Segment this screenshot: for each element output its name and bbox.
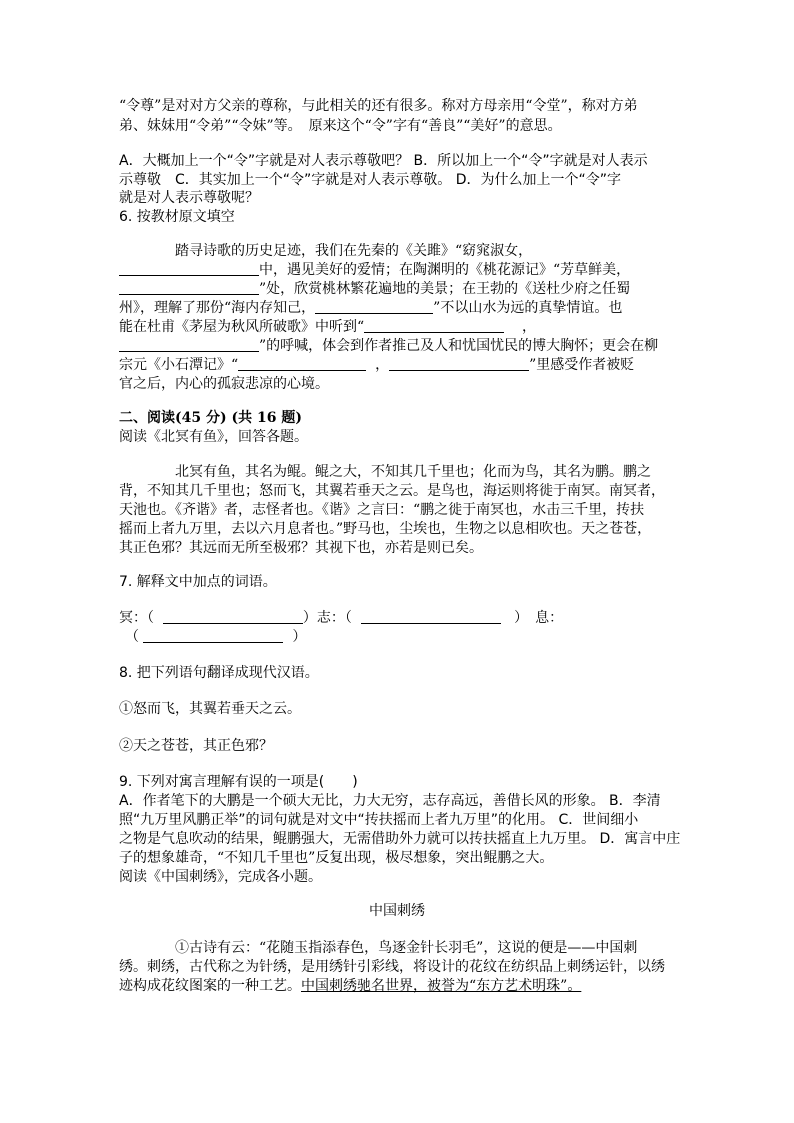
q8-sentence-2: ②天之苍苍，其正色邪？: [119, 738, 273, 754]
q5-passage-line-2: 弟、妹妹用“令弟”“令妹”等。 原来这个“令”字有“善良”“美好”的意思。: [119, 118, 562, 134]
q6-blank-4[interactable]: [364, 318, 504, 333]
article-line-3-text: 迹构成花纹图案的一种工艺。: [119, 978, 301, 994]
q7-paren-open: （: [125, 629, 139, 645]
q6-line-2: [119, 261, 630, 279]
q6-blank-5[interactable]: [119, 337, 259, 352]
q6-line-3-text: ”处，欣赏桃林繁花遍地的美景；在王勃的《送杜少府之任蜀: [259, 281, 631, 297]
q8-title: 8. 把下列语句翻译成现代汉语。: [119, 665, 319, 681]
beiming-line-3: 天池也。《齐谐》者，志怪者也。《谐》之言曰：“鹏之徙于南冥也，水击三千里，抟扶: [119, 502, 645, 518]
q6-line-2-text: 中，遇见美好的爱情；在陶渊明的《桃花源记》“芳草鲜美，: [259, 262, 631, 278]
q6-line-6: [119, 337, 658, 355]
article-line-2: 绣。刺绣，古代称之为针绣，是用绣针引彩线，将设计的花纹在纺织品上刺绣运针，以绣: [119, 959, 665, 975]
q6-line-5-text: 能在杜甫《茅屋为秋风所破歌》中听到“: [119, 319, 365, 335]
q6-line-6-text: ”的呼喊，体会到作者推己及人和忧国忧民的博大胸怀；更会在柳: [259, 338, 659, 354]
next-reading-intro: 阅读《中国刺绣》，完成各小题。: [119, 869, 322, 885]
article-underlined-sentence: 中国刺绣驰名世界，被誉为“东方艺术明珠”。: [301, 978, 582, 994]
q9-title: 9. 下列对寓言理解有误的一项是( ): [119, 774, 358, 790]
q9-option-line-4: 子的想象雄奇，“不知几千里也”反复出现，极尽想象，突出鲲鹏之大。: [119, 850, 554, 866]
q5-options-line-2: 示尊敬 C．其实加上一个“令”字就是对人表示尊敬。 D．为什么加上一个“令”字: [119, 172, 622, 188]
beiming-line-1: 北冥有鱼，其名为鲲。鲲之大，不知其几千里也；化而为鸟，其名为鹏。鹏之: [175, 464, 651, 480]
q5-options-line-1: A．大概加上一个“令”字就是对人表示尊敬吧？ B．所以加上一个“令”字就是对人表示: [119, 153, 648, 169]
q6-blank-1[interactable]: [119, 261, 259, 276]
q9-option-line-1: A．作者笔下的大鹏是一个硕大无比，力大无穷，志存高远，善借长风的形象。 B．李清: [119, 793, 661, 809]
q7-blank-ming[interactable]: [163, 609, 303, 624]
q9-option-line-3: 之物是气息吹动的结果，鲲鹏强大，无需借助外力就可以抟扶摇直上九万里。 D．寓言中庄: [119, 831, 681, 847]
article-line-3: [119, 977, 581, 995]
article-title: 中国刺绣: [369, 903, 425, 919]
article-line-1: ①古诗有云：“花随玉指添春色，鸟逐金针长羽毛”，这说的便是——中国刺: [175, 940, 638, 956]
section-2-heading: 二、阅读(45 分) (共 16 题): [119, 410, 302, 426]
q6-line-8: 官之后，内心的孤寂悲凉的心境。: [119, 376, 329, 392]
q7-label-zhi: ）志：（: [302, 610, 352, 626]
section-2-intro: 阅读《北冥有鱼》，回答各题。: [119, 429, 308, 445]
q6-line-7-text: 宗元《小石潭记》“: [119, 357, 239, 373]
q5-options-line-3: 就是对人表示尊敬呢？: [119, 190, 259, 206]
q6-line-7-comma: ，: [375, 357, 390, 373]
q7-answer-line-2: [125, 628, 306, 646]
q7-blank-xi[interactable]: [143, 628, 283, 643]
q7-paren-close: ）: [292, 629, 307, 645]
q7-blank-zhi[interactable]: [361, 609, 501, 624]
q6-line-4-text: 州》，理解了那份“海内存知己，: [119, 300, 316, 316]
q6-blank-2[interactable]: [119, 280, 259, 295]
q6-line-1: 踏寻诗歌的历史足迹，我们在先秦的《关雎》“窈窕淑女，: [175, 243, 533, 259]
q5-passage-line-1: “令尊”是对对方父亲的尊称，与此相关的还有很多。称对方母亲用“令堂”，称对方弟: [119, 98, 638, 114]
beiming-line-4: 摇而上者九万里，去以六月息者也。”野马也，尘埃也，生物之以息相吹也。天之苍苍，: [119, 521, 652, 537]
beiming-line-5: 其正色邪？其远而无所至极邪？其视下也，亦若是则已矣。: [119, 540, 483, 556]
q6-title: 6. 按教材原文填空: [119, 209, 235, 225]
q7-label-ming: 冥：（: [119, 610, 154, 626]
q7-label-xi: ） 息：: [514, 610, 564, 626]
q8-sentence-1: ①怒而飞，其翼若垂天之云。: [119, 701, 301, 717]
q6-blank-7[interactable]: [389, 356, 529, 371]
q6-blank-6[interactable]: [238, 356, 366, 371]
beiming-line-2: 背，不知其几千里也；怒而飞，其翼若垂天之云。是鸟也，海运则将徙于南冥。南冥者，: [119, 483, 665, 499]
q9-option-line-2: 照“九万里风鹏正举”的词句就是对文中“抟扶摇而上者九万里”的化用。 C．世间细小: [119, 812, 639, 828]
q6-blank-3[interactable]: [315, 299, 433, 314]
q6-line-7-tail: ”里感受作者被贬: [529, 357, 635, 373]
q6-line-4: [119, 299, 622, 317]
q6-line-7: [119, 356, 634, 374]
q7-answer-line-1: [119, 609, 563, 627]
q6-line-3: [119, 280, 630, 298]
q6-line-4-tail: ”不以山水为远的真挚情谊。也: [433, 300, 623, 316]
q7-title: 7. 解释文中加点的词语。: [119, 574, 277, 590]
q6-line-5-comma: ，: [521, 319, 536, 335]
q6-line-5: [119, 318, 536, 336]
